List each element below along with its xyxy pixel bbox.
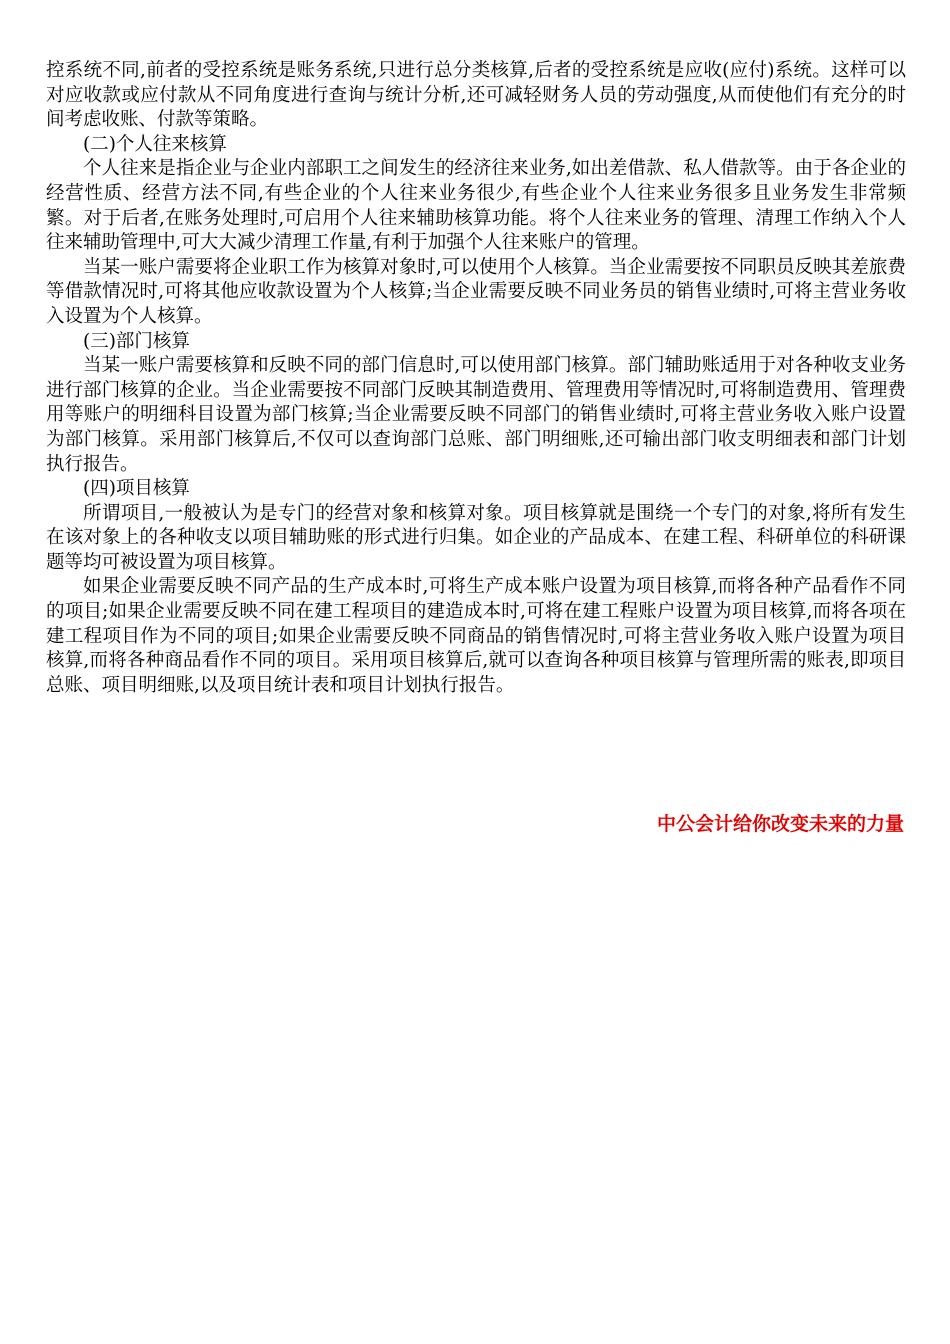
paragraph-project-usage: 如果企业需要反映不同产品的生产成本时,可将生产成本账户设置为项目核算,而将各种产品看作不同的项目;如果企业需要反映不同在建工程项目的建造成本时,可将在建工程账户设置为项目核算,而将各项在建工程项目作为不同的项目;如果企业需要反映不同商品的销售情况时,可将主营业务收入账户设置为项目核算,而将各种商品看作不同的项目。采用项目核算后,就可以查询各种项目核算与管理所需的账表,即项目总账、项目明细账,以及项目统计表和项目计划执行报告。	[46, 576, 906, 696]
footer-slogan: 中公会计给你改变未来的力量	[656, 813, 904, 835]
section-heading-project: (四)项目核算	[83, 478, 190, 500]
paragraph-personal-usage: 当某一账户需要将企业职工作为核算对象时,可以使用个人核算。当企业需要按不同职员反映其差旅费等借款情况时,可将其他应收款设置为个人核算;当企业需要反映不同业务员的销售业绩时,可将主营业务收入设置为个人核算。	[46, 256, 906, 327]
document-body	[46, 59, 906, 698]
paragraph-department: 当某一账户需要核算和反映不同的部门信息时,可以使用部门核算。部门辅助账适用于对各种收支业务进行部门核算的企业。当企业需要按不同部门反映其制造费用、管理费用等情况时,可将制造费用、管理费用等账户的明细科目设置为部门核算;当企业需要反映不同部门的销售业绩时,可将主营业务收入账户设置为部门核算。采用部门核算后,不仅可以查询部门总账、部门明细账,还可输出部门收支明细表和部门计划执行报告。	[46, 355, 906, 475]
paragraph-personal-intro: 个人往来是指企业与企业内部职工之间发生的经济往来业务,如出差借款、私人借款等。由于各企业的经营性质、经营方法不同,有些企业的个人往来业务很少,有些企业个人往来业务很多且业务发生非常频繁。对于后者,在账务处理时,可启用个人往来辅助核算功能。将个人往来业务的管理、清理工作纳入个人往来辅助管理中,可大大减少清理工作量,有利于加强个人往来账户的管理。	[46, 158, 906, 254]
paragraph-project-definition: 所谓项目,一般被认为是专门的经营对象和核算对象。项目核算就是围绕一个专门的对象,将所有发生在该对象上的各种收支以项目辅助账的形式进行归集。如企业的产品成本、在建工程、科研单位的科研课题等均可被设置为项目核算。	[46, 502, 906, 573]
section-heading-department: (三)部门核算	[83, 330, 190, 352]
paragraph-continuation: 控系统不同,前者的受控系统是账务系统,只进行总分类核算,后者的受控系统是应收(应付)系统。这样可以对应收款或应付款从不同角度进行查询与统计分析,还可减轻财务人员的劳动强度,从而使他们有充分的时间考虑收账、付款等策略。	[46, 60, 906, 131]
section-heading-personal: (二)个人往来核算	[83, 133, 227, 155]
